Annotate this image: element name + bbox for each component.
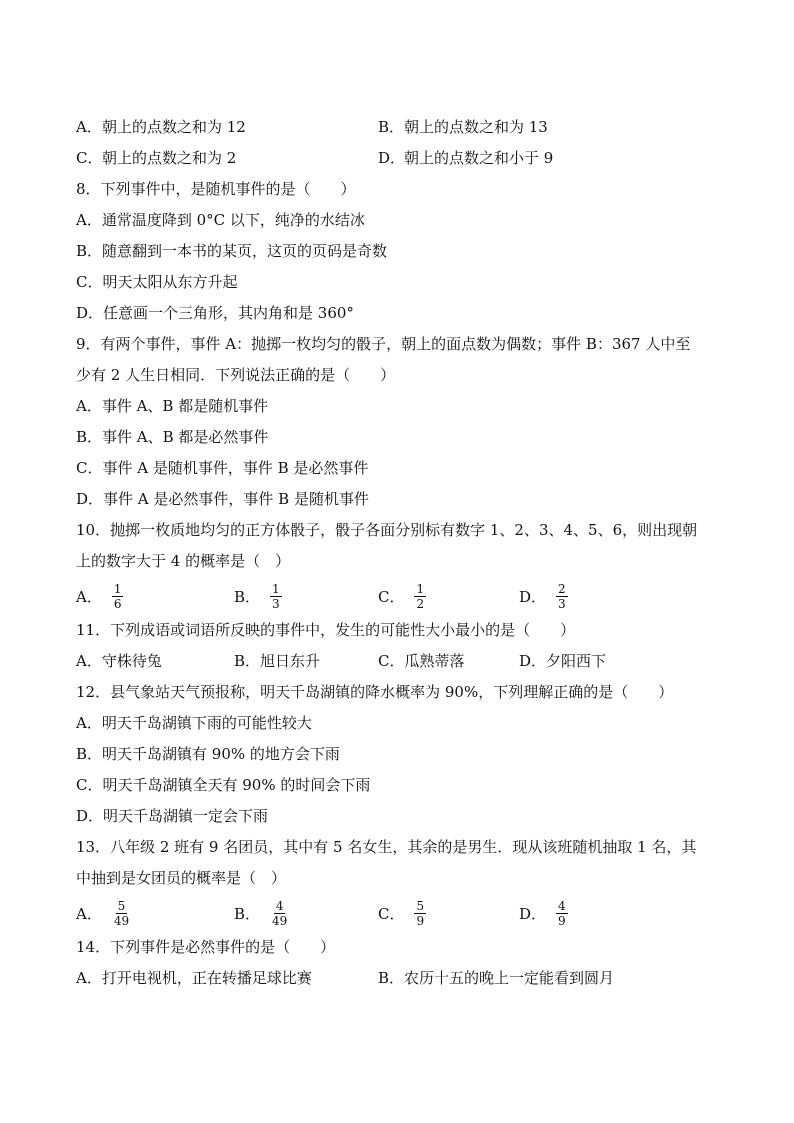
option-row: [76, 112, 736, 143]
numerator: 1: [416, 581, 425, 596]
option-a: A．通常温度降到 0°C 以下，纯净的水结冰: [76, 211, 365, 229]
question-stem: 9．有两个事件，事件 A：抛掷一枚均匀的骰子，朝上的面点数为偶数；事件 B：367 人中至: [76, 335, 691, 353]
denominator: 2: [416, 596, 425, 611]
denominator: 3: [272, 596, 280, 611]
question-stem: 10．抛掷一枚质地均匀的正方体骰子，骰子各面分别标有数字 1、2、3、4、5、6，则出现朝: [76, 521, 698, 539]
option-d: D．任意画一个三角形，其内角和是 360°: [76, 304, 354, 322]
option-a: A．守株待兔: [76, 652, 162, 670]
fraction: [112, 899, 131, 928]
question-13: [76, 832, 736, 932]
option-d: [519, 577, 568, 615]
question-8: [76, 174, 736, 329]
fraction: [270, 582, 282, 611]
option-c: C．明天太阳从东方升起: [76, 273, 238, 291]
denominator: 6: [113, 596, 122, 611]
numerator: 1: [272, 581, 280, 596]
fraction: [556, 899, 568, 928]
fraction: [414, 582, 426, 611]
option-b: B．明天千岛湖镇有 90% 的地方会下雨: [76, 745, 340, 763]
option-b-text: 朝上的点数之和为 13: [404, 118, 548, 136]
option-c: [378, 577, 426, 615]
option-c: C．: [76, 149, 103, 167]
numerator: 4: [275, 898, 284, 913]
option-d: D．明天千岛湖镇一定会下雨: [76, 807, 269, 825]
denominator: 9: [558, 913, 566, 928]
numerator: 4: [558, 898, 566, 913]
option-c: C．瓜熟蒂落: [378, 652, 465, 670]
question-10: [76, 515, 736, 615]
question-stem: 11．下列成语或词语所反映的事件中，发生的可能性大小最小的是（ ）: [76, 621, 576, 639]
question-stem-continued: 中抽到是女团员的概率是（ ）: [76, 869, 287, 887]
fraction: [270, 899, 289, 928]
option-c: C．事件 A 是随机事件，事件 B 是必然事件: [76, 459, 369, 477]
question-stem: 8．下列事件中，是随机事件的是（ ）: [76, 180, 356, 198]
fraction-options: [76, 577, 736, 615]
question-11: [76, 615, 736, 677]
option-b: B．: [378, 118, 405, 136]
option-b: B．事件 A、B 都是必然事件: [76, 428, 269, 446]
question-12: [76, 677, 736, 832]
question-14: [76, 932, 736, 994]
question-stem: 12．县气象站天气预报称，明天千岛湖镇的降水概率为 90%，下列理解正确的是（ ）: [76, 683, 674, 701]
question-7-options: [76, 112, 736, 174]
fraction: [112, 582, 124, 611]
question-stem: 13．八年级 2 班有 9 名团员，其中有 5 名女生，其余的是男生．现从该班随机抽取 1 名，其: [76, 838, 697, 856]
fraction: [556, 582, 568, 611]
numerator: 5: [416, 898, 425, 913]
option-a: A．打开电视机，正在转播足球比赛: [76, 969, 312, 987]
numerator: 5: [117, 898, 126, 913]
option-c: [378, 894, 426, 932]
option-letter: B．: [234, 904, 261, 923]
option-d: [519, 894, 568, 932]
option-a: [76, 577, 123, 615]
denominator: 9: [416, 913, 425, 928]
numerator: 2: [558, 581, 566, 596]
question-stem-continued: 上的数字大于 4 的概率是（ ）: [76, 552, 291, 570]
option-row: [76, 646, 736, 677]
fraction: [414, 899, 426, 928]
option-b: B．随意翻到一本书的某页，这页的页码是奇数: [76, 242, 388, 260]
option-c-text: 朝上的点数之和为 2: [102, 149, 237, 167]
denominator: 3: [558, 596, 566, 611]
option-a: A．明天千岛湖镇下雨的可能性较大: [76, 714, 312, 732]
option-b: B．旭日东升: [234, 652, 321, 670]
exam-page: [76, 112, 736, 994]
fraction-options: [76, 894, 736, 932]
denominator: 49: [272, 913, 288, 928]
option-b: B．农历十五的晚上一定能看到圆月: [378, 969, 615, 987]
option-letter: C．: [378, 587, 405, 606]
option-letter: B．: [234, 587, 261, 606]
option-letter: C．: [378, 904, 405, 923]
question-stem: 14．下列事件是必然事件的是（ ）: [76, 938, 336, 956]
question-9: [76, 329, 736, 515]
option-c: C．明天千岛湖镇全天有 90% 的时间会下雨: [76, 776, 371, 794]
option-a: [76, 894, 131, 932]
option-d: D．事件 A 是必然事件，事件 B 是随机事件: [76, 490, 369, 508]
option-a-text: 朝上的点数之和为 12: [102, 118, 246, 136]
option-letter: D．: [519, 587, 547, 606]
option-b: [234, 577, 282, 615]
option-a: A．: [76, 118, 102, 136]
option-letter: A．: [76, 587, 102, 606]
numerator: 1: [113, 581, 122, 596]
option-row: [76, 963, 736, 994]
option-d: D．夕阳西下: [519, 652, 607, 670]
denominator: 49: [113, 913, 130, 928]
option-letter: D．: [519, 904, 547, 923]
option-d: D．: [378, 149, 406, 167]
option-b: [234, 894, 289, 932]
option-a: A．事件 A、B 都是随机事件: [76, 397, 269, 415]
option-row: [76, 143, 736, 174]
option-letter: A．: [76, 904, 102, 923]
question-stem-continued: 少有 2 人生日相同．下列说法正确的是（ ）: [76, 366, 396, 384]
option-d-text: 朝上的点数之和小于 9: [404, 149, 554, 167]
